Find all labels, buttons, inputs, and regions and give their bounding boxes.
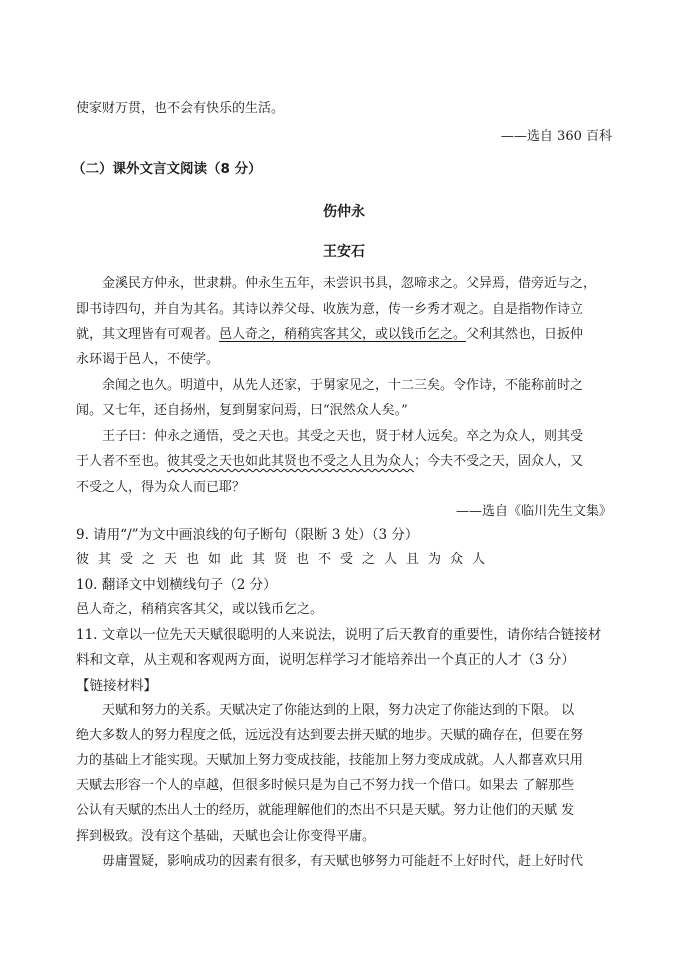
p2-line-2: 闻。又七年，还自扬州，复到舅家问焉，曰“泯然众人矣。”: [76, 403, 408, 418]
p3-line-2: [76, 453, 583, 471]
underlined-sentence: 邑人奇之，稍稍宾客其父，或以钱币乞之。: [219, 327, 467, 342]
question-11-line-2: 料和文章，从主观和客观两方面，说明怎样学习才能培养出一个真正的人才（3 分）: [76, 652, 575, 668]
question-10-sentence: 邑人奇之，稍稍宾客其父，或以钱币乞之。: [76, 602, 324, 617]
p1-text: 就，其文理皆有可观者。: [76, 327, 220, 342]
p1-line-3: [76, 326, 583, 344]
link-p1-line-1: 天赋和努力的关系。天赋决定了你能达到的上限，努力决定了你能达到的下限。 以: [102, 703, 575, 718]
passage-title: 伤仲永: [323, 204, 365, 220]
wavy-sentence: 彼其受之天也如此其贤也不受之人且为众人: [167, 454, 415, 469]
p3-text-after: ；今夫不受之天，固众人，又: [414, 454, 584, 469]
p1-line-2: 即书诗四句，并自为其名。其诗以养父母、收族为意，传一乡秀才观之。自是指物作诗立: [76, 302, 584, 317]
question-10: 10. 翻译文中划横线句子（2 分）: [76, 577, 277, 593]
source-360: ——选自 360 百科: [500, 129, 612, 144]
link-p1-line-4: 天赋去形容一个人的卓越，但很多时候只是为自己不努力找一个借口。如果去 了解那些: [76, 778, 575, 793]
p3-text: 于人者不至也。: [76, 454, 168, 469]
p2-line-1: 余闻之也久。明道中，从先人还家，于舅家见之，十二三矣。令作诗，不能称前时之: [102, 378, 584, 393]
p1-text-after: 父利其然也，日扳仲: [466, 327, 584, 342]
link-p1-line-3: 力的基础上才能实现。天赋加上努力变成技能，技能加上努力变成成就。人人都喜欢只用: [76, 753, 584, 768]
link-p1-line-2: 绝大多数人的努力程度之低，远远没有达到要去拼天赋的地步。天赋的确存在，但要在努: [76, 728, 584, 743]
p3-line-3: 不受之人，得为众人而已耶？: [76, 480, 246, 495]
question-11-line-1: 11. 文章以一位先天天赋很聪明的人来说法，说明了后天教育的重要性，请你结合链接材: [76, 627, 602, 643]
p1-line-1: 金溪民方仲永，世隶耕。仲永生五年，未尝识书具，忽啼求之。父异焉，借旁近与之，: [102, 276, 597, 291]
p1-line-4: 永环谒于邑人，不使学。: [76, 352, 220, 367]
section-heading: （二）课外文言文阅读（8 分）: [72, 161, 262, 177]
source-anthology: ——选自《临川先生文集》: [455, 504, 612, 519]
passage-author: 王安石: [323, 244, 365, 260]
question-9: 9. 请用“/”为文中画浪线的句子断句（限断 3 处）（3 分）: [76, 527, 419, 543]
link-p1-line-6: 挥到极致。没有这个基础，天赋也会让你变得平庸。: [76, 829, 376, 844]
top-line: 使家财万贯，也不会有快乐的生活。: [76, 101, 285, 116]
link-p2-line-1: 毋庸置疑，影响成功的因素有很多，有天赋也够努力可能赶不上好时代，赶上好时代: [102, 854, 584, 869]
question-9-sentence: 彼其受之天也如此其贤也不受之人且为众人: [76, 552, 495, 567]
link-p1-line-5: 公认有天赋的杰出人士的经历，就能理解他们的杰出不只是天赋。努力让他们的天赋 发: [76, 803, 575, 818]
link-material-heading: 【链接材料】: [76, 678, 157, 694]
p3-line-1: 王子曰：仲永之通悟，受之天也。其受之天也，贤于材人远矣。卒之为众人，则其受: [102, 429, 584, 444]
